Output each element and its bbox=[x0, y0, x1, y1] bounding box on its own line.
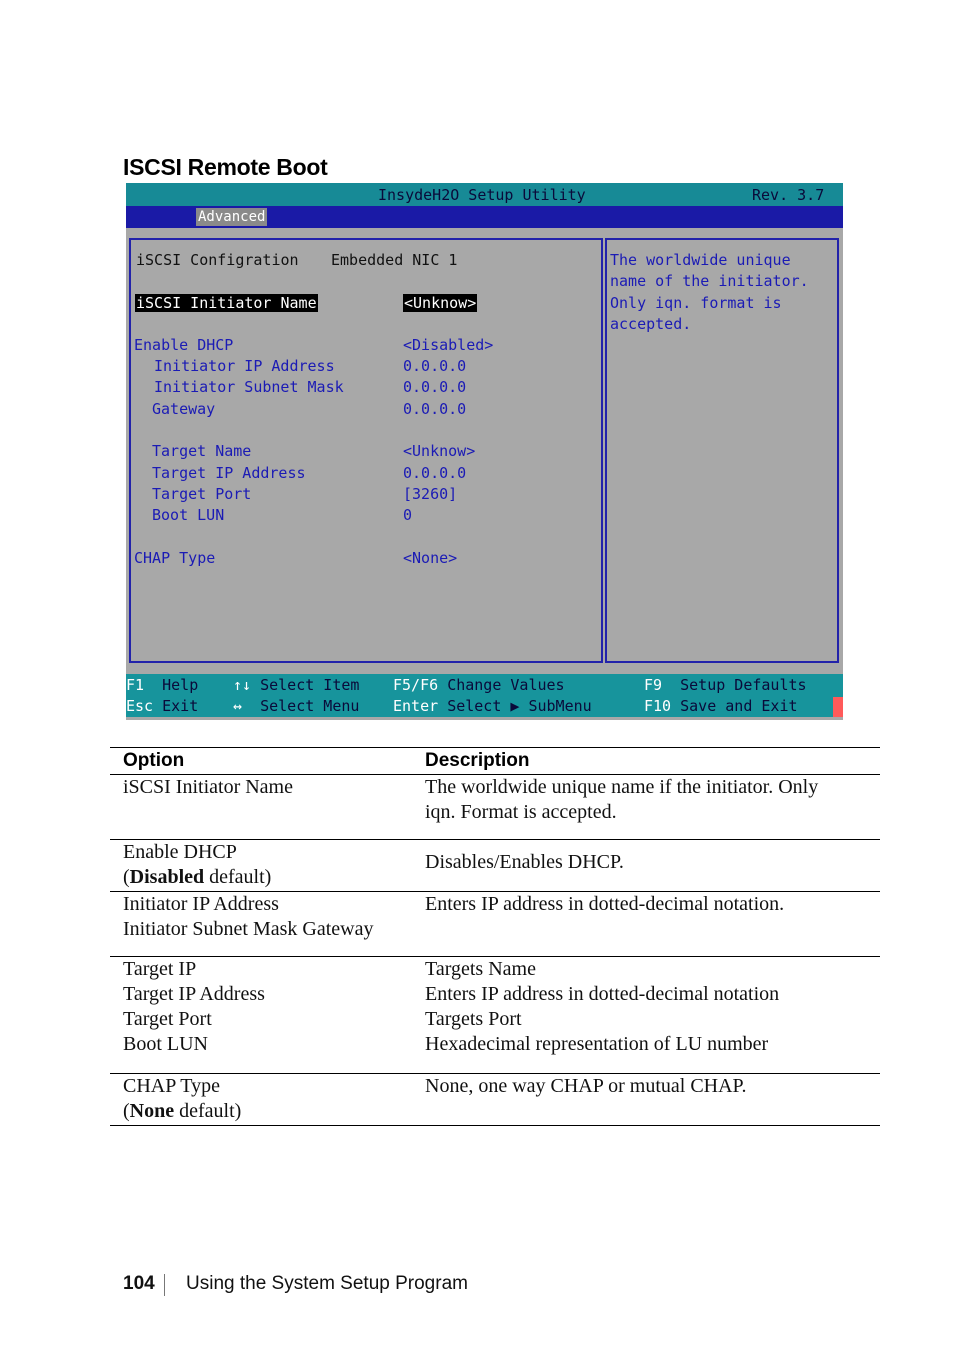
help-line: The worldwide unique bbox=[610, 251, 791, 269]
setting-initiator-name-label[interactable]: iSCSI Initiator Name bbox=[136, 294, 317, 312]
key-enter: Enter Select ▶ SubMenu bbox=[393, 697, 592, 715]
table-description: Enters IP address in dotted-decimal notation bbox=[425, 983, 780, 1005]
setting-initiator-ip-label[interactable]: Initiator IP Address bbox=[154, 357, 335, 375]
section-title: ISCSI Remote Boot bbox=[123, 154, 328, 180]
table-rule bbox=[110, 1125, 880, 1126]
table-option: Initiator IP Address bbox=[123, 893, 279, 915]
setting-initiator-name-value[interactable]: <Unknow> bbox=[404, 294, 477, 312]
table-option: Target IP Address bbox=[123, 983, 265, 1005]
setting-chap-type-label[interactable]: CHAP Type bbox=[134, 549, 216, 567]
table-description: iqn. Format is accepted. bbox=[425, 801, 617, 823]
table-option: iSCSI Initiator Name bbox=[123, 776, 293, 798]
chapter-title: Using the System Setup Program bbox=[186, 1273, 468, 1294]
key-left-right: ↔ Select Menu bbox=[233, 697, 360, 715]
key-f5-f6: F5/F6 Change Values bbox=[393, 676, 565, 694]
bios-title: InsydeH2O Setup Utility bbox=[378, 186, 586, 204]
bios-title-bar bbox=[126, 183, 843, 206]
setting-initiator-ip-value[interactable]: 0.0.0.0 bbox=[403, 357, 467, 375]
table-header-description: Description bbox=[425, 750, 530, 771]
table-option-default: (Disabled default) bbox=[123, 866, 272, 888]
setting-target-ip-label[interactable]: Target IP Address bbox=[152, 464, 306, 482]
bios-revision: Rev. 3.7 bbox=[752, 186, 825, 204]
table-description: Targets Port bbox=[425, 1008, 522, 1030]
table-description: Enters IP address in dotted-decimal notation. bbox=[425, 893, 785, 915]
key-f9: F9 Setup Defaults bbox=[644, 676, 807, 694]
setting-subnet-mask-label[interactable]: Initiator Subnet Mask bbox=[154, 378, 344, 396]
setting-target-name-value[interactable]: <Unknow> bbox=[403, 442, 476, 460]
setting-gateway-value[interactable]: 0.0.0.0 bbox=[403, 400, 467, 418]
bios-screenshot bbox=[126, 183, 843, 720]
table-description: None, one way CHAP or mutual CHAP. bbox=[425, 1075, 747, 1097]
help-line: Only iqn. format is bbox=[610, 294, 782, 312]
setting-enable-dhcp-value[interactable]: <Disabled> bbox=[403, 336, 494, 354]
bios-tab-advanced[interactable]: Advanced bbox=[198, 209, 266, 225]
key-esc: Esc Exit bbox=[126, 697, 199, 715]
setting-chap-type-value[interactable]: <None> bbox=[403, 549, 458, 567]
help-line: accepted. bbox=[610, 315, 692, 333]
page-number: 104 bbox=[123, 1273, 155, 1294]
table-option: Target Port bbox=[123, 1008, 212, 1030]
setting-target-port-label[interactable]: Target Port bbox=[152, 485, 252, 503]
key-up-down: ↑↓ Select Item bbox=[233, 676, 360, 694]
setting-target-name-label[interactable]: Target Name bbox=[152, 442, 252, 460]
setting-target-port-value[interactable]: [3260] bbox=[403, 485, 458, 503]
key-f10: F10 Save and Exit bbox=[644, 697, 798, 715]
red-indicator bbox=[833, 697, 843, 717]
config-label: iSCSI Configration bbox=[136, 251, 299, 269]
setting-boot-lun-label[interactable]: Boot LUN bbox=[152, 506, 225, 524]
help-line: name of the initiator. bbox=[610, 272, 809, 290]
bios-key-legend bbox=[126, 674, 843, 717]
table-description: The worldwide unique name if the initiator. Only bbox=[425, 776, 819, 798]
table-header-option: Option bbox=[123, 750, 185, 771]
table-option: Initiator Subnet Mask Gateway bbox=[123, 918, 374, 940]
table-description: Targets Name bbox=[425, 958, 536, 980]
table-option: Target IP bbox=[123, 958, 197, 980]
table-option-default: (None default) bbox=[123, 1100, 242, 1122]
table-description: Disables/Enables DHCP. bbox=[425, 851, 624, 873]
table-description: Hexadecimal representation of LU number bbox=[425, 1033, 769, 1055]
config-value: Embedded NIC 1 bbox=[331, 251, 458, 269]
bios-menu-bar bbox=[126, 206, 843, 228]
table-option: CHAP Type bbox=[123, 1075, 220, 1097]
setting-enable-dhcp-label[interactable]: Enable DHCP bbox=[134, 336, 234, 354]
setting-target-ip-value[interactable]: 0.0.0.0 bbox=[403, 464, 467, 482]
table-option: Enable DHCP bbox=[123, 841, 237, 863]
table-option: Boot LUN bbox=[123, 1033, 208, 1055]
setting-gateway-label[interactable]: Gateway bbox=[152, 400, 216, 418]
footer-separator bbox=[164, 1274, 165, 1296]
key-f1: F1 Help bbox=[126, 676, 199, 694]
setting-boot-lun-value[interactable]: 0 bbox=[403, 506, 413, 524]
table-rule bbox=[110, 747, 880, 748]
setting-subnet-mask-value[interactable]: 0.0.0.0 bbox=[403, 378, 467, 396]
